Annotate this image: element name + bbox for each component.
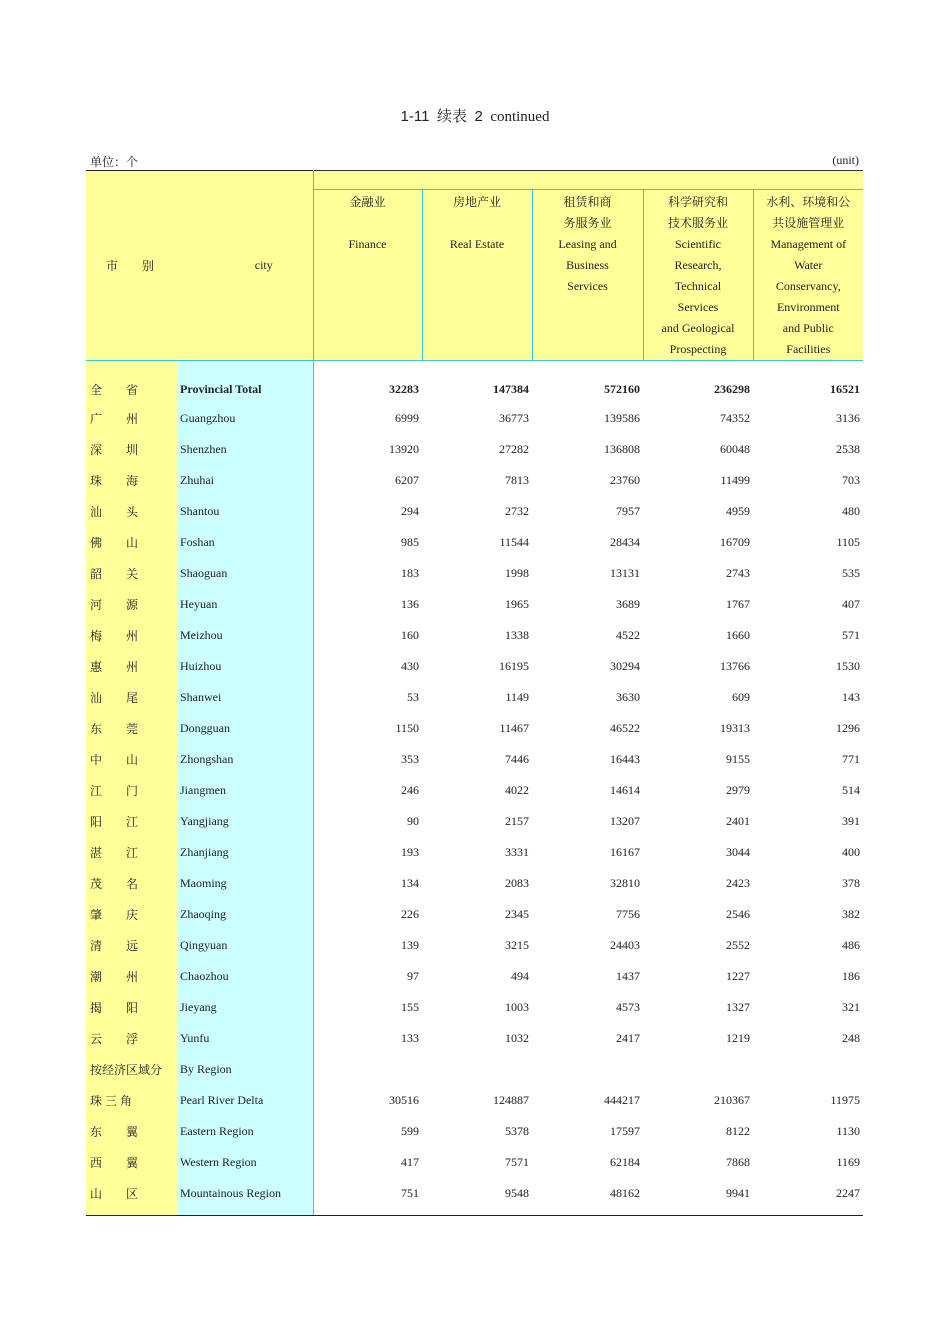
row-city-en: Huizhou [177,651,313,682]
row-city-cn: 全 省 [86,361,177,404]
header-col-line: 务服务业 [563,216,612,230]
row-city-cn: 湛 江 [86,837,177,868]
table-row [86,434,863,465]
row-value: 2083 [505,876,529,890]
row-city-en: Zhaoqing [177,899,313,930]
title-num: 2 [474,108,483,125]
row-value: 36773 [499,411,529,425]
row-city-cn: 东 莞 [86,713,177,744]
row-city-en: Maoming [177,868,313,899]
row-value: 2345 [505,907,529,921]
row-value: 7868 [726,1155,750,1169]
header-col-line: Services [677,300,719,314]
row-city-en: Heyuan [177,589,313,620]
row-city-cn: 东 翼 [86,1116,177,1147]
header-col-line: Scientific [675,237,721,251]
row-value: 11499 [720,473,750,487]
row-value: 32810 [610,876,640,890]
row-city-cn: 佛 山 [86,527,177,558]
table-row [86,713,863,744]
row-value: 4573 [616,1000,640,1014]
row-city-cn: 汕 尾 [86,682,177,713]
row-value [422,1054,532,1085]
row-value: 16443 [610,752,640,766]
row-value: 1003 [505,1000,529,1014]
table-body [86,361,863,1216]
table-row [86,744,863,775]
row-value [643,1054,753,1085]
row-value: 97 [407,969,419,983]
row-city-cn: 清 远 [86,930,177,961]
page-title [0,105,950,126]
header-col-4 [643,190,753,361]
row-value: 13207 [610,814,640,828]
row-city-en: Meizhou [177,620,313,651]
header-col-line: Conservancy, [775,279,841,293]
row-city-en: Eastern Region [177,1116,313,1147]
row-value: 13131 [610,566,640,580]
row-value: 1767 [726,597,750,611]
table-row [86,806,863,837]
table-row [86,496,863,527]
row-value: 7571 [505,1155,529,1169]
row-value: 2552 [726,938,750,952]
header-col-line: Facilities [786,342,831,356]
row-value: 3215 [505,938,529,952]
row-value: 1327 [726,1000,750,1014]
row-city-cn: 茂 名 [86,868,177,899]
row-city-cn: 广 州 [86,403,177,434]
row-city-en: Shanwei [177,682,313,713]
header-col-line [314,213,422,234]
row-value: 17597 [610,1124,640,1138]
row-value: 62184 [610,1155,640,1169]
row-value: 3689 [616,597,640,611]
row-value: 3331 [505,845,529,859]
row-city-en: By Region [177,1054,313,1085]
row-city-cn: 云 浮 [86,1023,177,1054]
header-col-line: 租赁和商 [563,195,612,209]
row-value: 11975 [830,1093,861,1107]
row-value: 1338 [505,628,529,642]
title-en: continued [490,109,550,125]
row-city-cn: 山 区 [86,1178,177,1216]
row-value: 572160 [604,381,640,396]
row-value: 400 [842,845,861,859]
row-value: 7957 [616,504,640,518]
row-value [313,1054,422,1085]
table-row [86,1116,863,1147]
row-value: 90 [407,814,419,828]
row-value: 599 [401,1124,419,1138]
header-col-line: Real Estate [449,237,505,251]
row-value: 14614 [610,783,640,797]
row-value: 494 [511,969,529,983]
header-col-5 [753,190,863,361]
row-value: 133 [401,1031,419,1045]
row-value: 60048 [720,442,750,456]
row-value: 609 [732,690,750,704]
row-value: 2401 [726,814,750,828]
header-col-line: 水利、环境和公 [766,195,851,209]
row-value: 751 [313,1178,422,1216]
table-row [86,899,863,930]
unit-row [88,153,861,169]
header-col-line: Management of [770,237,847,251]
row-value: 23760 [610,473,640,487]
row-city-cn: 按经济区域分 [86,1054,177,1085]
header-col-line: and Geological [661,321,735,335]
table-row [86,1054,863,1085]
row-value: 1437 [616,969,640,983]
table-row [86,1178,863,1216]
row-value: 1219 [726,1031,750,1045]
table-row [86,961,863,992]
row-value: 13766 [720,659,750,673]
table-row [86,589,863,620]
row-value: 16167 [610,845,640,859]
table-row [86,558,863,589]
row-value: 124887 [493,1093,529,1107]
row-city-en: Zhongshan [177,744,313,775]
header-col-line: Environment [776,300,840,314]
row-value: 9548 [422,1178,532,1216]
row-value [753,1054,863,1085]
table-code: 1-11 [400,108,430,125]
row-value: 246 [401,783,419,797]
row-city-en: Qingyuan [177,930,313,961]
header-col-line: 科学研究和 [667,195,728,209]
row-value: 486 [842,938,861,952]
row-value: 155 [401,1000,419,1014]
title-cn: 续表 [436,109,467,125]
table-row [86,403,863,434]
row-value: 9941 [643,1178,753,1216]
row-value: 136808 [604,442,640,456]
row-city-cn: 潮 州 [86,961,177,992]
header-col-line: Water [794,258,823,272]
row-value: 11544 [499,535,529,549]
row-value: 1105 [836,535,861,549]
table-row [86,775,863,806]
row-value: 430 [401,659,419,673]
row-value: 5378 [505,1124,529,1138]
table-row [86,527,863,558]
row-city-en: Shenzhen [177,434,313,465]
table-row [86,992,863,1023]
row-value: 703 [842,473,861,487]
row-city-cn: 汕 头 [86,496,177,527]
row-value: 1130 [836,1124,861,1138]
row-city-en: Jiangmen [177,775,313,806]
header-col-line [423,213,532,234]
row-value: 2546 [726,907,750,921]
row-city-en: Zhanjiang [177,837,313,868]
row-city-cn: 江 门 [86,775,177,806]
row-value: 480 [842,504,861,518]
row-value: 382 [842,907,861,921]
header-col-line: Research, [674,258,722,272]
row-value: 2538 [836,442,861,456]
row-city-cn: 西 翼 [86,1147,177,1178]
row-city-en: Provincial Total [177,361,313,404]
header-col-line: Services [567,279,608,293]
row-value: 3630 [616,690,640,704]
row-value: 294 [401,504,419,518]
row-city-cn: 河 源 [86,589,177,620]
row-value: 2979 [726,783,750,797]
row-city-cn: 揭 阳 [86,992,177,1023]
header-col-2 [422,190,532,361]
row-value: 74352 [720,411,750,425]
unit-label-cn: 单位：个 [90,155,139,169]
row-value: 1169 [836,1155,861,1169]
row-city-en: Yunfu [177,1023,313,1054]
row-value: 248 [842,1031,861,1045]
row-value: 236298 [714,381,750,396]
row-city-cn: 珠 海 [86,465,177,496]
table-row [86,682,863,713]
row-value: 417 [401,1155,419,1169]
row-value: 4959 [726,504,750,518]
header-col-line: 技术服务业 [667,216,728,230]
row-value: 136 [401,597,419,611]
row-value: 53 [407,690,419,704]
row-value: 985 [401,535,419,549]
row-city-en: Western Region [177,1147,313,1178]
row-city-en: Shantou [177,496,313,527]
table-row [86,651,863,682]
row-city-en: Yangjiang [177,806,313,837]
row-value: 3136 [836,411,861,425]
row-value: 7756 [616,907,640,921]
row-value: 2423 [726,876,750,890]
row-value: 30516 [389,1093,419,1107]
row-value: 27282 [499,442,529,456]
row-value: 139586 [604,411,640,425]
row-city-cn: 阳 江 [86,806,177,837]
row-value: 407 [842,597,861,611]
row-city-en: Shaoguan [177,558,313,589]
row-value: 143 [842,690,861,704]
table-row [86,837,863,868]
row-value: 2247 [753,1178,863,1216]
row-city-cn: 深 圳 [86,434,177,465]
row-value [532,1054,643,1085]
row-value: 24403 [610,938,640,952]
row-city-en: Foshan [177,527,313,558]
row-value: 16521 [830,381,861,396]
row-city-cn: 惠 州 [86,651,177,682]
row-value: 147384 [493,381,529,396]
row-value: 30294 [610,659,640,673]
row-city-cn: 梅 州 [86,620,177,651]
row-value: 7813 [505,473,529,487]
row-value: 1965 [505,597,529,611]
row-value: 2157 [505,814,529,828]
row-value: 11467 [499,721,529,735]
row-city-en: Chaozhou [177,961,313,992]
header-col-line: Technical [674,279,722,293]
row-city-en: Dongguan [177,713,313,744]
row-value: 9155 [726,752,750,766]
row-city-cn: 肇 庆 [86,899,177,930]
header-col-line: and Public [782,321,834,335]
row-value: 514 [842,783,861,797]
row-value: 46522 [610,721,640,735]
header-col-line: 金融业 [349,195,386,209]
row-value: 6207 [395,473,419,487]
table-row [86,465,863,496]
row-value: 193 [401,845,419,859]
row-value: 6999 [395,411,419,425]
table-row [86,1023,863,1054]
row-value: 2732 [505,504,529,518]
table-row [86,1147,863,1178]
row-value: 48162 [532,1178,643,1216]
row-value: 7446 [505,752,529,766]
row-value: 16195 [499,659,529,673]
row-value: 444217 [604,1093,640,1107]
row-value: 134 [401,876,419,890]
table-row [86,1085,863,1116]
row-value: 28434 [610,535,640,549]
row-value: 1296 [836,721,861,735]
row-value: 186 [842,969,861,983]
row-value: 1032 [505,1031,529,1045]
row-city-en: Zhuhai [177,465,313,496]
row-value: 1149 [505,690,529,704]
data-table [86,170,863,1216]
header-col-line: 房地产业 [452,195,501,209]
row-value: 378 [842,876,861,890]
row-value: 535 [842,566,861,580]
row-city-cn: 韶 关 [86,558,177,589]
row-value: 16709 [720,535,750,549]
row-city-en: Mountainous Region [177,1178,313,1216]
row-value: 32283 [389,381,419,396]
row-city-cn: 中 山 [86,744,177,775]
row-value: 771 [842,752,861,766]
row-value: 353 [401,752,419,766]
row-value: 19313 [720,721,750,735]
table-row [86,930,863,961]
row-value: 321 [842,1000,861,1014]
row-value: 4022 [505,783,529,797]
row-value: 571 [842,628,861,642]
unit-label-en: (unit) [832,153,859,167]
row-value: 160 [401,628,419,642]
row-value: 139 [401,938,419,952]
row-value: 1998 [505,566,529,580]
header-col-line: Business [566,258,609,272]
header-col-3 [532,190,643,361]
row-value: 2417 [616,1031,640,1045]
row-value: 2743 [726,566,750,580]
row-value: 3044 [726,845,750,859]
row-value: 1660 [726,628,750,642]
row-city-cn: 珠 三 角 [86,1085,177,1116]
header-spacer [313,171,863,190]
row-value: 391 [842,814,861,828]
header-col-line: 共设施管理业 [772,216,845,230]
row-value: 13920 [389,442,419,456]
table-row [86,868,863,899]
header-col-1 [313,190,422,361]
row-value: 1150 [395,721,419,735]
row-value: 210367 [714,1093,750,1107]
row-value: 4522 [616,628,640,642]
table-row [86,620,863,651]
row-value: 8122 [726,1124,750,1138]
row-city-en: Pearl River Delta [177,1085,313,1116]
table-row [86,361,863,404]
row-value: 1530 [836,659,861,673]
header-city-cn: 市 别 [86,171,177,361]
header-col-line: Finance [348,237,387,251]
header-col-line: Prospecting [669,342,727,356]
row-value: 226 [401,907,419,921]
row-city-en: Jieyang [177,992,313,1023]
header-col-line: Leasing and [558,237,617,251]
header-city-en: city [177,171,313,361]
row-value: 1227 [726,969,750,983]
row-city-en: Guangzhou [177,403,313,434]
row-value: 183 [401,566,419,580]
